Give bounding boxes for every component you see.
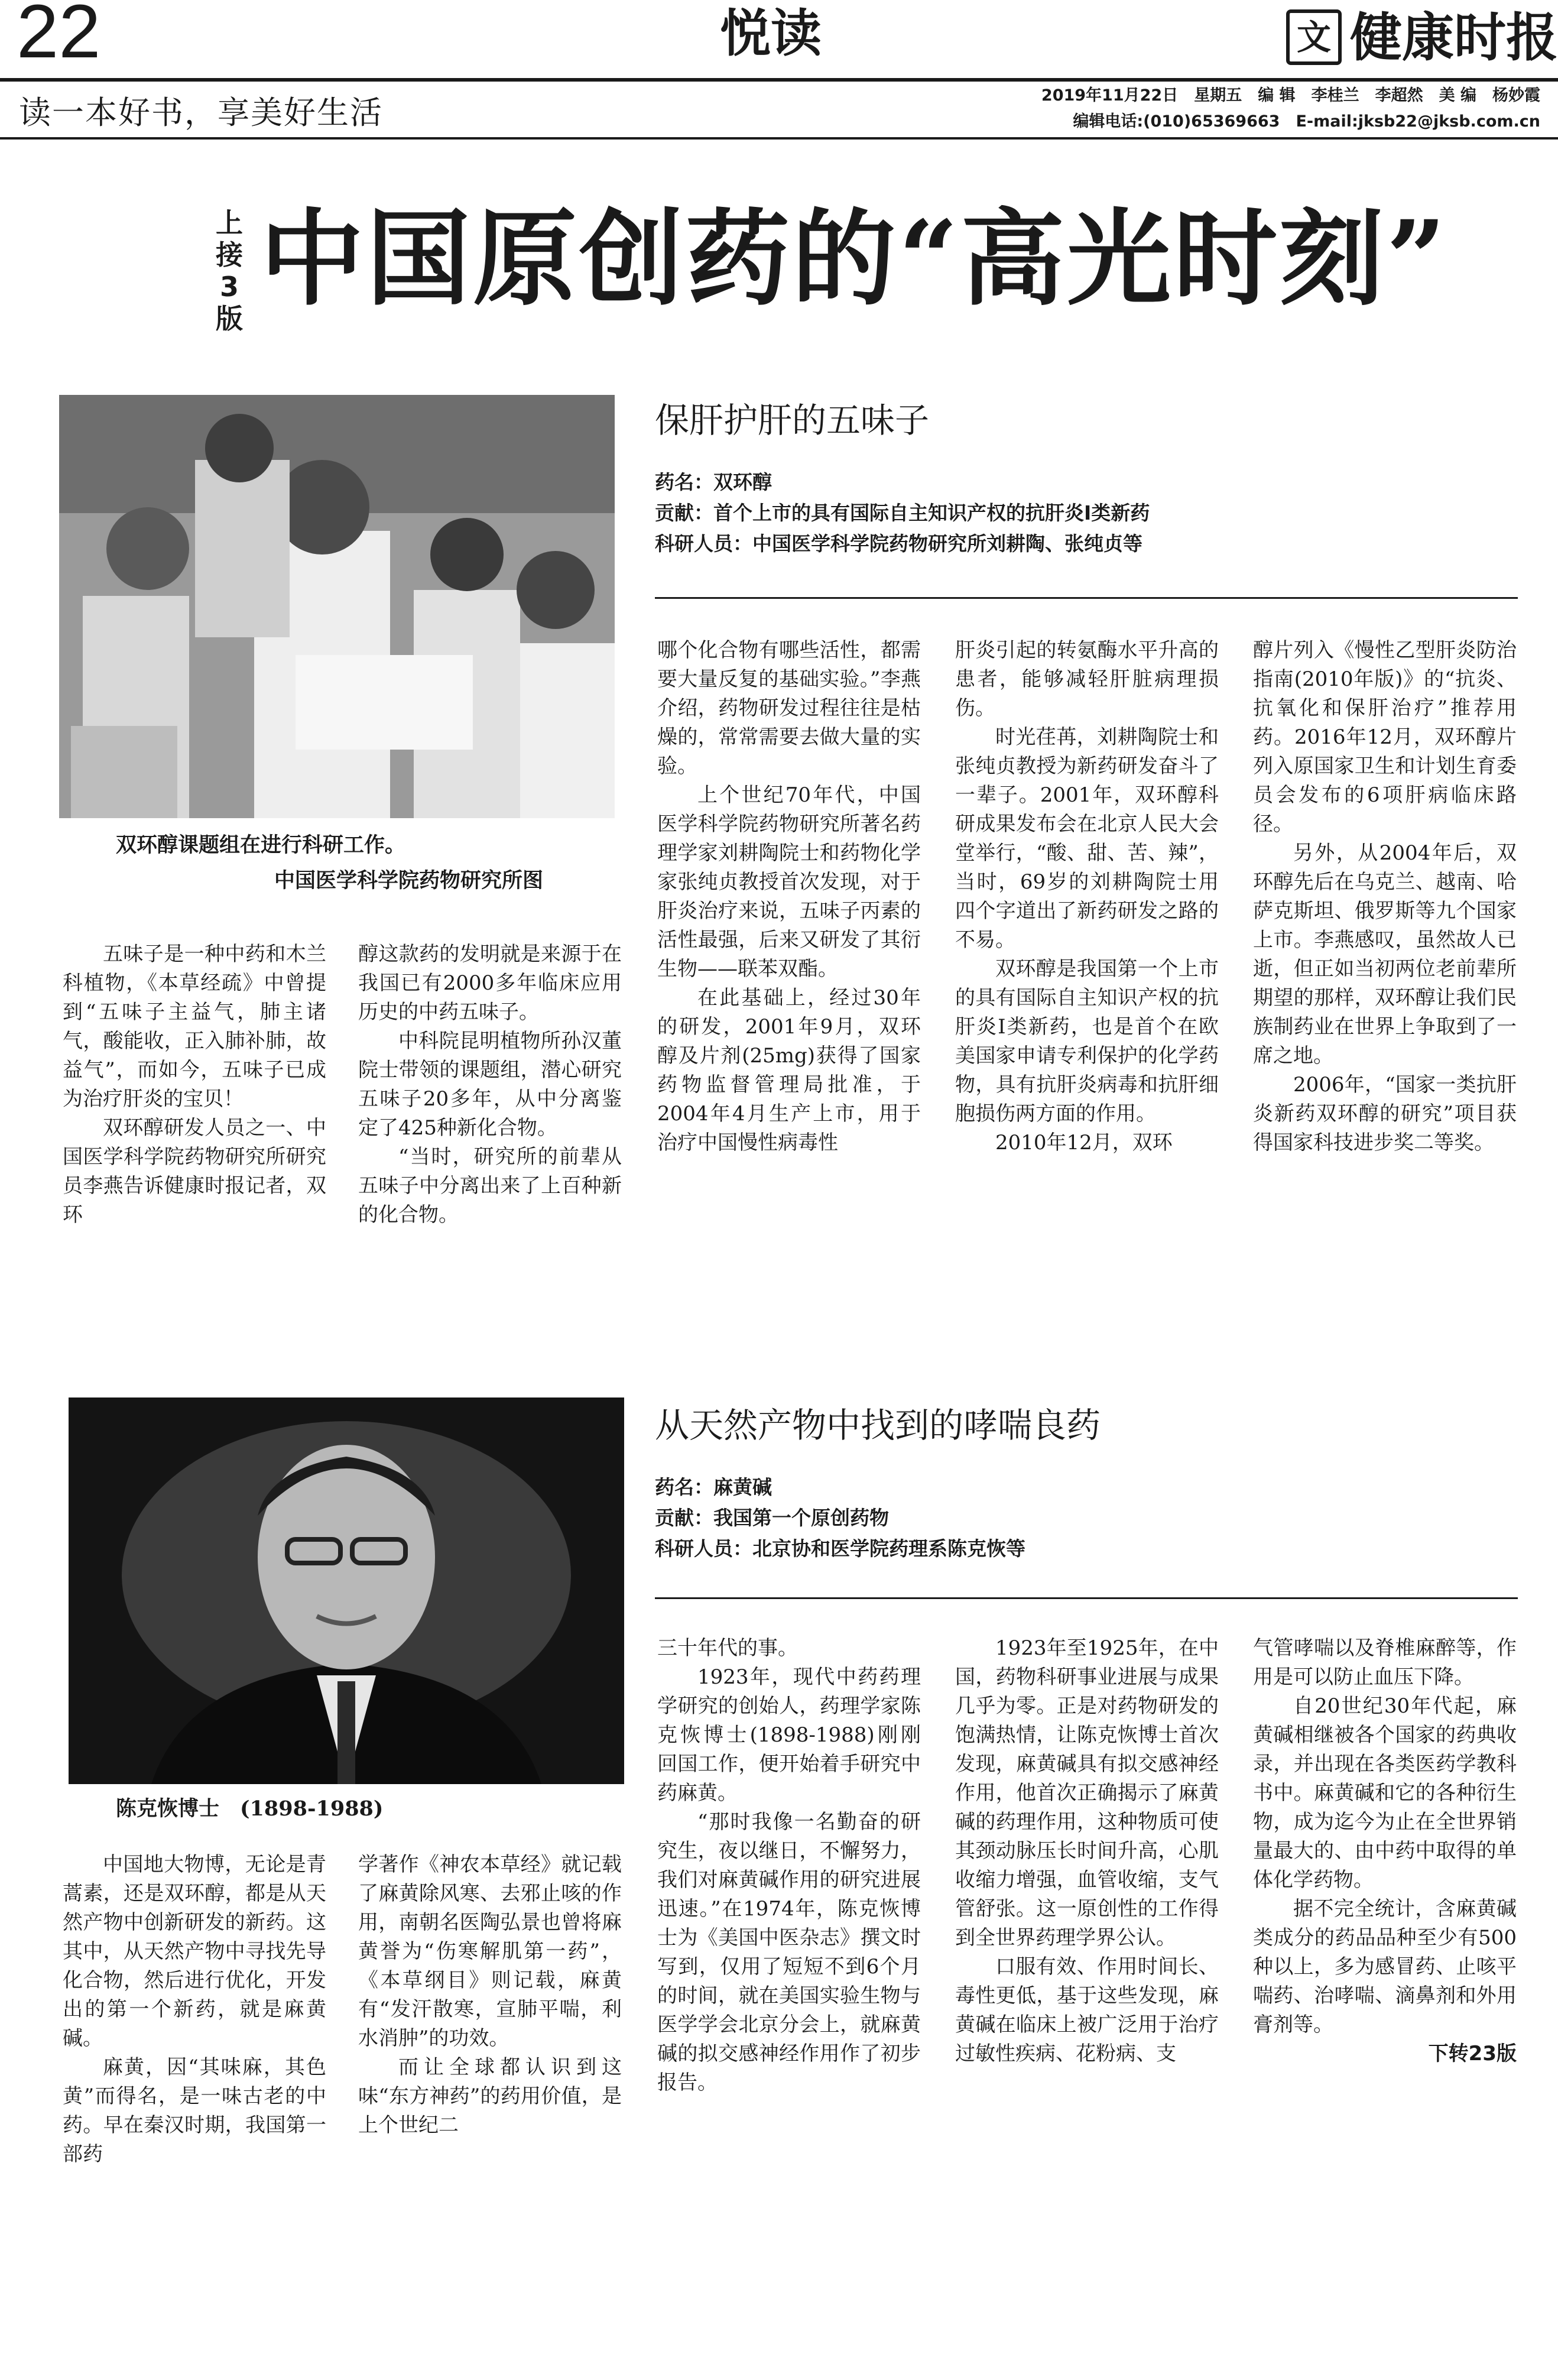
article2-column-1: [63, 1850, 326, 2169]
section-title: 悦读: [720, 4, 822, 63]
article2-info: [655, 1472, 1025, 1564]
paragraph: 在此基础上，经过30年的研发，2001年9月，双环醇及片剂(25mg)获得了国家药物监督管理局批准，于2004年4月生产上市，用于治疗中国慢性病毒性: [657, 986, 921, 1155]
paragraph: 中科院昆明植物所孙汉董院士带领的课题组，潜心研究五味子20多年，从中分离鉴定了425种新化合物。: [358, 1029, 622, 1140]
portrait-photo: [69, 1397, 624, 1784]
header-rule: [0, 78, 1558, 82]
paragraph: 肝炎引起的转氨酶水平升高的患者，能够减轻肝脏病理损伤。: [955, 638, 1219, 720]
article1-info: [655, 467, 1150, 559]
masthead-name: 健康时报: [1350, 7, 1558, 68]
article2-column-4: [955, 1634, 1219, 2068]
contact-line: 编辑电话:(010)65369663 E-mail:jksb22@jksb.com.cn: [1073, 112, 1540, 131]
article2-column-5: [1253, 1634, 1517, 2068]
article1-column-2: [358, 940, 622, 1230]
paragraph: 自20世纪30年代起，麻黄碱相继被各个国家的药典收录，并出现在各类医药学教科书中。麻黄碱和它的各种衍生物，成为迄今为止在全世界销量最大的、由中药中取得的单体化学药物。: [1253, 1694, 1517, 1892]
article2-rule: [655, 1597, 1518, 1599]
article1-column-1: [63, 940, 326, 1230]
article1-column-3: [657, 636, 921, 1157]
paragraph: “那时我像一名勤奋的研究生，夜以继日，不懈努力，我们对麻黄碱作用的研究进展迅速。”在1974年，陈克恢博士为《美国中医杂志》撰文时写到，仅用了短短不到6个月的时间，就在美国实验生物与医学学会北京分会上，就麻黄碱的拟交感神经作用作了初步报告。: [657, 1810, 921, 2094]
drug-researchers: 科研人员：中国医学科学院药物研究所刘耕陶、张纯贞等: [655, 532, 1142, 555]
masthead: [1286, 7, 1558, 68]
lab-photo-icon: [59, 395, 615, 818]
article1-subhead: 保肝护肝的五味子: [655, 400, 930, 440]
photo-caption: 双环醇课题组在进行科研工作。: [116, 833, 406, 857]
paragraph: 口服有效、作用时间长、毒性更低，基于这些发现，麻黄碱在临床上被广泛用于治疗过敏性疾病、花粉病、支: [955, 1955, 1219, 2066]
paragraph: 1923年，现代中药药理学研究的创始人，药理学家陈克恢博士(1898-1988)刚刚回国工作，便开始着手研究中药麻黄。: [657, 1665, 921, 1805]
main-headline: 中国原创药的“高光时刻”: [260, 197, 1449, 320]
paragraph: 时光荏苒，刘耕陶院士和张纯贞教授为新药研发奋斗了一辈子。2001年，双环醇科研成果发布会在北京人民大会堂举行，“酸、甜、苦、辣”，当时，69岁的刘耕陶院士用四个字道出了新药研发之路的不易。: [955, 725, 1219, 952]
photo-credit: 中国医学科学院药物研究所图: [274, 869, 544, 893]
paragraph: 双环醇是我国第一个上市的具有国际自主知识产权的抗肝炎Ⅰ类新药，也是首个在欧美国家申请专利保护的化学药物，具有抗肝炎病毒和抗肝细胞损伤两方面的作用。: [955, 957, 1219, 1126]
article1-column-4: [955, 636, 1219, 1157]
drug-contribution: 贡献：我国第一个原创药物: [655, 1506, 889, 1529]
paragraph: 醇这款药的发明就是来源于在我国已有2000多年临床应用历史的中药五味子。: [358, 942, 622, 1024]
issue-meta: [1041, 83, 1540, 135]
header-rule-thin: [0, 137, 1558, 140]
paragraph: “当时，研究所的前辈从五味子中分离出来了上百种新的化合物。: [358, 1145, 622, 1227]
paragraph: 双环醇研发人员之一、中国医学科学院药物研究所研究员李燕告诉健康时报记者，双环: [63, 1116, 326, 1227]
paragraph: 2010年12月，双环: [995, 1131, 1173, 1155]
lab-photo: [59, 395, 615, 818]
continued-on-label: 下转23版: [1428, 2042, 1517, 2066]
paragraph: 据不完全统计，含麻黄碱类成分的药品品种至少有500种以上，多为感冒药、止咳平喘药、治哮喘、滴鼻剂和外用膏剂等。: [1253, 1897, 1517, 2037]
drug-contribution: 贡献：首个上市的具有国际自主知识产权的抗肝炎Ⅰ类新药: [655, 501, 1150, 524]
paragraph: 三十年代的事。: [657, 1636, 798, 1660]
paragraph: 醇片列入《慢性乙型肝炎防治指南(2010年版)》的“抗炎、抗氧化和保肝治疗”推荐用药。2016年12月，双环醇片列入原国家卫生和计划生育委员会发布的6项肝病临床路径。: [1253, 638, 1517, 836]
article2-column-3: [657, 1634, 921, 2097]
paragraph: 麻黄，因“其味麻，其色黄”而得名，是一味古老的中药。早在秦汉时期，我国第一部药: [63, 2055, 326, 2166]
paragraph: 中国地大物博，无论是青蒿素，还是双环醇，都是从天然产物中创新研发的新药。这其中，从天然产物中寻找先导化合物，然后进行优化，开发出的第一个新药，就是麻黄碱。: [63, 1853, 326, 2050]
continued-from-label: 上接3版: [216, 207, 243, 335]
paragraph: 1923年至1925年，在中国，药物科研事业进展与成果几乎为零。正是对药物研发的饱满热情，让陈克恢博士首次发现，麻黄碱具有拟交感神经作用，他首次正确揭示了麻黄碱的药理作用，这种物质可使其颈动脉压长时间升高，心肌收缩力增强，血管收缩，支气管舒张。这一原创性的工作得到全世界药理学界公认。: [955, 1636, 1219, 1950]
article2-subhead: 从天然产物中找到的哮喘良药: [655, 1405, 1101, 1445]
paragraph: 学著作《神农本草经》就记载了麻黄除风寒、去邪止咳的作用，南朝名医陶弘景也曾将麻黄誉为“伤寒解肌第一药”，《本草纲目》则记载，麻黄有“发汗散寒，宣肺平喘，利水消肿”的功效。: [358, 1853, 622, 2050]
paragraph: 五味子是一种中药和木兰科植物，《本草经疏》中曾提到“五味子主益气，肺主诸气，酸能收，正入肺补肺，故益气”，而如今，五味子已成为治疗肝炎的宝贝！: [63, 942, 326, 1111]
paragraph: 而让全球都认识到这味“东方神药”的药用价值，是上个世纪二: [358, 2055, 622, 2137]
drug-researchers: 科研人员：北京协和医学院药理系陈克恢等: [655, 1537, 1025, 1560]
masthead-logo: 文: [1286, 9, 1342, 65]
portrait-caption: 陈克恢博士 (1898-1988): [116, 1797, 384, 1821]
portrait-photo-icon: [69, 1397, 624, 1784]
drug-name: 药名：麻黄碱: [655, 1476, 772, 1499]
slogan: 读一本好书，享美好生活: [19, 94, 383, 131]
article1-rule: [655, 597, 1518, 599]
drug-name: 药名：双环醇: [655, 471, 772, 494]
paragraph: 气管哮喘以及脊椎麻醉等，作用是可以防止血压下降。: [1253, 1636, 1517, 1689]
paragraph: 上个世纪70年代，中国医学科学院药物研究所著名药理学家刘耕陶院士和药物化学家张纯贞教授首次发现，对于肝炎治疗来说，五味子丙素的活性最强，后来又研发了其衍生物——联苯双酯。: [657, 783, 921, 981]
paragraph: 另外，从2004年后，双环醇先后在乌克兰、越南、哈萨克斯坦、俄罗斯等九个国家上市。李燕感叹，虽然故人已逝，但正如当初两位老前辈所期望的那样，双环醇让我们民族制药业在世界上争取到了一席之地。: [1253, 841, 1517, 1068]
paragraph: 2006年，“国家一类抗肝炎新药双环醇的研究”项目获得国家科技进步奖二等奖。: [1253, 1073, 1517, 1155]
paragraph: 哪个化合物有哪些活性，都需要大量反复的基础实验。”李燕介绍，药物研发过程往往是枯燥的，常常需要去做大量的实验。: [657, 638, 921, 778]
article2-column-2: [358, 1850, 622, 2140]
date-line: 2019年11月22日 星期五 编 辑 李桂兰 李超然 美 编 杨妙霞: [1041, 86, 1540, 105]
article1-column-5: [1253, 636, 1517, 1157]
page-number: 22: [17, 0, 101, 74]
